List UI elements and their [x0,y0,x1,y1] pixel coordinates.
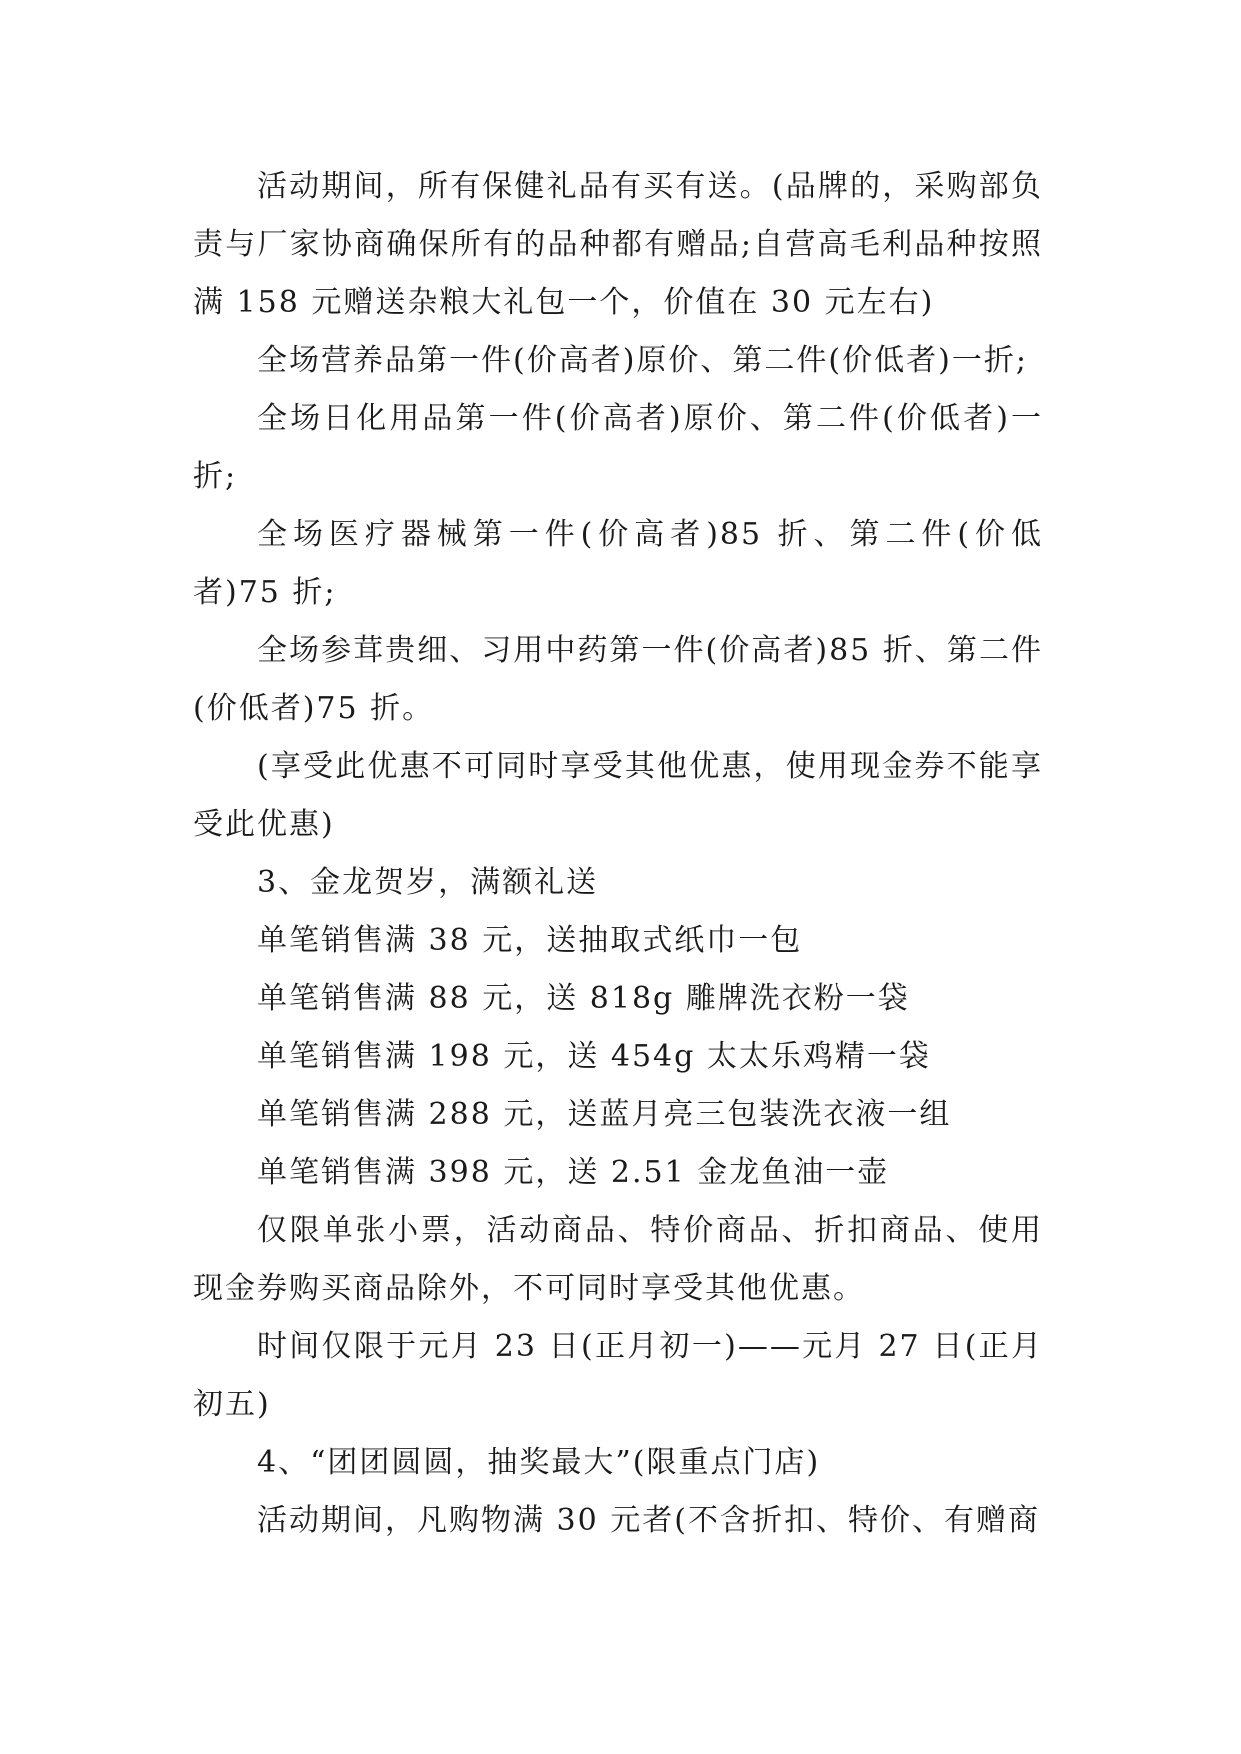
gift-tier-398: 单笔销售满 398 元，送 2.51 金龙鱼油一壶 [257,1155,890,1190]
paragraph-time-limit: 时间仅限于元月 23 日(正月初一)——元月 27 日(正月初五) [193,1329,1043,1422]
paragraph-tonic-medicine-discount: 全场参茸贵细、习用中药第一件(价高者)85 折、第二件(价低者)75 折。 [193,633,1043,726]
gift-tier-88: 单笔销售满 88 元，送 818g 雕牌洗衣粉一袋 [257,981,910,1016]
paragraph-nutrition-discount: 全场营养品第一件(价高者)原价、第二件(价低者)一折; [257,343,1028,378]
gift-tier-38: 单笔销售满 38 元，送抽取式纸巾一包 [257,923,803,958]
paragraph-receipt-restriction: 仅限单张小票，活动商品、特价商品、折扣商品、使用现金券购买商品除外，不可同时享受其他优惠。 [193,1213,1043,1306]
paragraph-daily-chemicals-discount: 全场日化用品第一件(价高者)原价、第二件(价低者)一折; [193,401,1043,494]
section-heading-3: 3、金龙贺岁，满额礼送 [257,865,599,900]
paragraph-lottery-condition: 活动期间，凡购物满 30 元者(不含折扣、特价、有赠商 [257,1503,1040,1538]
gift-tier-198: 单笔销售满 198 元，送 454g 太太乐鸡精一袋 [257,1039,931,1074]
document-body [193,158,1043,1550]
paragraph-medical-device-discount: 全场医疗器械第一件(价高者)85 折、第二件(价低者)75 折; [193,517,1043,610]
gift-tier-288: 单笔销售满 288 元，送蓝月亮三包装洗衣液一组 [257,1097,952,1132]
paragraph-discount-note: (享受此优惠不可同时享受其他优惠，使用现金券不能享受此优惠) [193,749,1043,842]
paragraph-gift-promotion: 活动期间，所有保健礼品有买有送。(品牌的，采购部负责与厂家协商确保所有的品种都有赠品;自营高毛利品种按照满 158 元赠送杂粮大礼包一个，价值在 30 元左右) [193,169,1043,320]
section-heading-4: 4、“团团圆圆，抽奖最大”(限重点门店) [257,1445,821,1480]
